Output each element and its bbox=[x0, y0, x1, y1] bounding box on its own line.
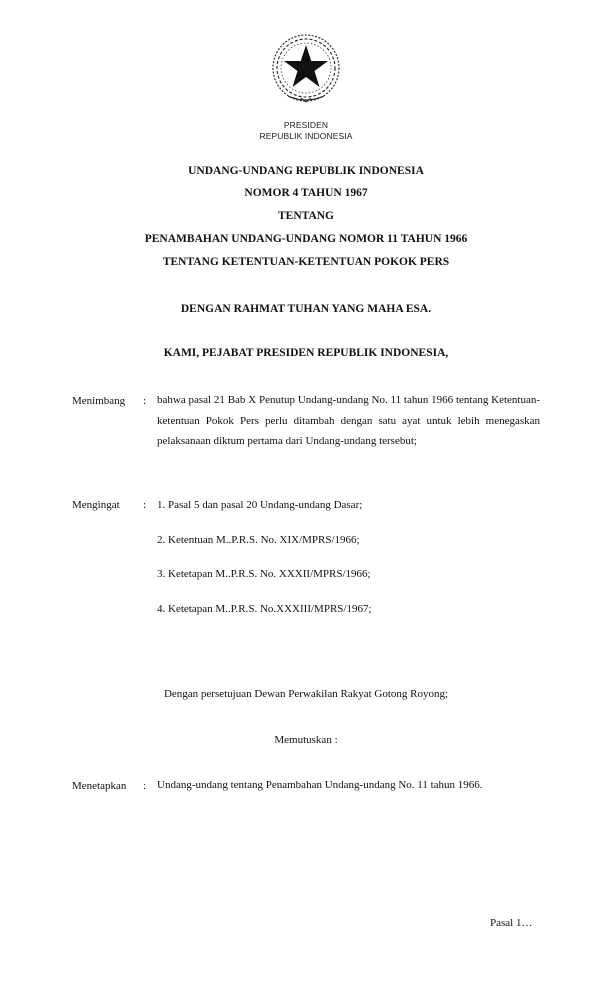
emblem-caption-republic: REPUBLIK INDONESIA bbox=[259, 131, 353, 141]
title-subject: PENAMBAHAN UNDANG-UNDANG NOMOR 11 TAHUN 1966 bbox=[144, 233, 468, 245]
mengingat-item: 2. Ketentuan M..P.R.S. No. XIX/MPRS/1966; bbox=[157, 534, 360, 546]
menetapkan-label: Menetapkan bbox=[72, 780, 127, 792]
page-continuation: Pasal 1… bbox=[490, 917, 533, 929]
mengingat-colon: : bbox=[143, 499, 147, 511]
presidential-emblem-icon bbox=[268, 30, 344, 106]
decision-heading: Memutuskan : bbox=[274, 734, 338, 746]
title-number-year: NOMOR 4 TAHUN 1967 bbox=[244, 187, 368, 199]
approval-statement: Dengan persetujuan Dewan Perwakilan Rakyat Gotong Royong; bbox=[163, 688, 449, 700]
invocation: DENGAN RAHMAT TUHAN YANG MAHA ESA. bbox=[180, 303, 432, 315]
mengingat-label: Mengingat bbox=[72, 499, 120, 511]
menetapkan-colon: : bbox=[143, 780, 147, 792]
title-law-type: UNDANG-UNDANG REPUBLIK INDONESIA bbox=[188, 165, 424, 177]
emblem-caption-president: PRESIDEN bbox=[283, 120, 329, 130]
menimbang-label: Menimbang bbox=[72, 395, 126, 407]
menimbang-text: bahwa pasal 21 Bab X Penutup Undang-undang No. 11 tahun 1966 tentang Ketentuan-ketentuan Pokok Pers perlu ditambah dengan satu ayat untuk lebih menegaskan pelaksanaan diktum pertama dari Undang-undang tersebut; bbox=[157, 394, 540, 447]
menetapkan-text: Undang-undang tentang Penambahan Undang-undang No. 11 tahun 1966. bbox=[157, 779, 483, 791]
mengingat-item: 3. Ketetapan M..P.R.S. No. XXXII/MPRS/1966; bbox=[157, 568, 371, 580]
title-about: TENTANG bbox=[277, 210, 335, 222]
menimbang-colon: : bbox=[143, 395, 147, 407]
mengingat-item: 4. Ketetapan M..P.R.S. No.XXXIII/MPRS/1967; bbox=[157, 603, 372, 615]
mengingat-item: 1. Pasal 5 dan pasal 20 Undang-undang Dasar; bbox=[157, 499, 363, 511]
issuer-statement: KAMI, PEJABAT PRESIDEN REPUBLIK INDONESIA, bbox=[163, 347, 449, 359]
title-subject-detail: TENTANG KETENTUAN-KETENTUAN POKOK PERS bbox=[162, 256, 450, 268]
